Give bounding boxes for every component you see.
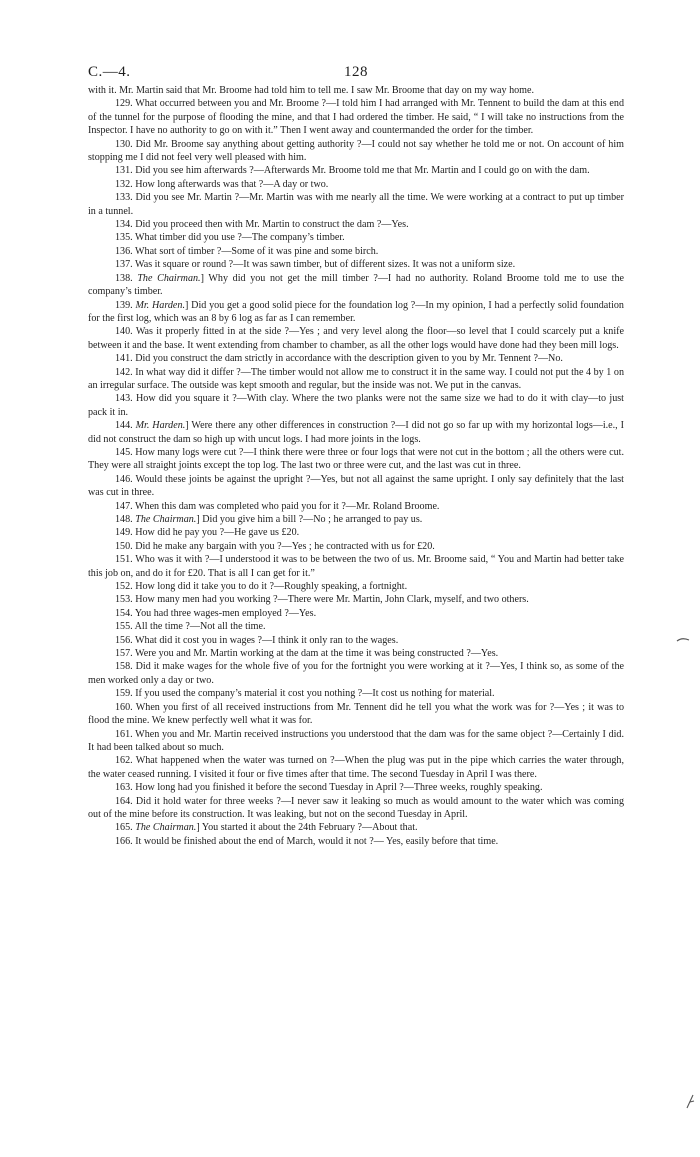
paragraph-q129: 129. What occurred between you and Mr. Broome ?—I told him I had arranged with Mr. Tennent to build the dam at this end of the tunnel for the purpose of flooding the mine, and that I had ordered the timber. He said, “ I will take no instructions from the Inspector. I have no authority to go on with it.” Then I went away and countermanded the order for the timber. <box>88 98 624 137</box>
paragraph-q140: 140. Was it properly fitted in at the side ?—Yes ; and very level along the floor—so level that I could scarcely put a knife between it and the base. It went extending from chamber to chamber, as all the other logs would have done had they been mill logs. <box>88 326 624 351</box>
paragraph-q134: 134. Did you proceed then with Mr. Martin to construct the dam ?—Yes. <box>115 219 409 231</box>
paragraph-q132: 132. How long afterwards was that ?—A day or two. <box>115 178 329 190</box>
speaker-label: The Chairman. <box>135 822 197 834</box>
paragraph-q144: 144. Mr. Harden.] Were there any other differences in construction ?—I did not go so far up with my horizontal logs—i.e., I did not construct the dam so high up with uncut logs. I had more joints in the logs. <box>88 420 624 445</box>
paragraph-q142: 142. In what way did it differ ?—The timber would not allow me to construct it in the same way. I could not put the 4 by 1 on an irregular surface. The outside was kept smooth and regular, but the inside was not. We put in the canvas. <box>88 366 624 391</box>
speaker-label: Mr. Harden. <box>135 420 186 432</box>
paragraph-q147: 147. When this dam was completed who paid you for it ?—Mr. Roland Broome. <box>115 500 440 512</box>
speaker-label: The Chairman. <box>137 272 201 284</box>
paragraph-q166: 166. It would be finished about the end of March, would it not ?— Yes, easily before that time. <box>115 835 499 847</box>
paragraph-q136: 136. What sort of timber ?—Some of it was pine and some birch. <box>115 245 379 257</box>
paragraph-q157: 157. Were you and Mr. Martin working at the dam at the time it was being constructed ?—Yes. <box>115 648 499 660</box>
paragraph-q149: 149. How did he pay you ?—He gave us £20. <box>115 527 300 539</box>
paragraph-q146: 146. Would these joints be against the upright ?—Yes, but not all against the same upright. I only say definitely that the last was cut in three. <box>88 473 624 499</box>
paragraph-q163: 163. How long had you finished it before the second Tuesday in April ?—Three weeks, roughly speaking. <box>115 782 543 794</box>
margin-corner-mark <box>684 1092 696 1110</box>
document-reference: C.—4. <box>88 64 131 80</box>
paragraph-q148: 148. The Chairman.] Did you give him a bill ?—No ; he arranged to pay us. <box>115 514 423 525</box>
page-header <box>88 64 624 84</box>
paragraph-q161: 161. When you and Mr. Martin received instructions you understood that the dam was for the same object ?—Certainly I did. It had been talked about so much. <box>88 728 624 753</box>
paragraph-q155: 155. All the time ?—Not all the time. <box>115 621 266 633</box>
speaker-label: The Chairman. <box>135 514 197 525</box>
paragraph-q135: 135. What timber did you use ?—The company’s timber. <box>115 232 345 244</box>
paragraph-q159: 159. If you used the company’s material it cost you nothing ?—It cost us nothing for material. <box>115 688 495 700</box>
paragraph-q158: 158. Did it make wages for the whole five of you for the fortnight you were working at it ?—Yes, I think so, as some of the men worked only a day or two. <box>88 661 624 686</box>
paragraph-q130: 130. Did Mr. Broome say anything about getting authority ?—I could not say whether he told me or not. On account of him stopping me I did not feel very well pleased with him. <box>88 138 624 164</box>
paragraph-q154: 154. You had three wages-men employed ?—Yes. <box>115 607 317 619</box>
paragraph-q150: 150. Did he make any bargain with you ?—Yes ; he contracted with us for £20. <box>115 540 435 552</box>
paragraph-q162: 162. What happened when the water was turned on ?—When the plug was put in the pipe which carries the water through, the water ceased running. I visited it four or five times after that time. The second Tuesday in April I was there. <box>88 755 624 780</box>
paragraph-q143: 143. How did you square it ?—With clay. Where the two planks were not the same size we had to do it with clay—to just pack it in. <box>88 393 624 418</box>
paragraph-q164: 164. Did it hold water for three weeks ?—I never saw it leaking so much as would amount to the water which was coming out of the mine before its construction. It was leaking, but not on the second Tuesday in April. <box>88 795 624 820</box>
paragraph-q160: 160. When you first of all received instructions from Mr. Tennent did he tell you what the work was for ?—Yes ; it was to flood the mine. We knew perfectly well what it was for. <box>88 701 624 727</box>
paragraph-q156: 156. What did it cost you in wages ?—I think it only ran to the wages. <box>115 634 399 646</box>
paragraph-continuation: with it. Mr. Martin said that Mr. Broome had told him to tell me. I saw Mr. Broome that day on my way home. <box>88 85 535 96</box>
paragraph-q131: 131. Did you see him afterwards ?—Afterwards Mr. Broome told me that Mr. Martin and I could go on with the dam. <box>115 165 590 177</box>
paragraph-q165: 165. The Chairman.] You started it about the 24th February ?—About that. <box>115 822 418 834</box>
page-number: 128 <box>344 64 368 80</box>
paragraph-q145: 145. How many logs were cut ?—I think there were three or four logs that were not cut in the bottom ; all the others were cut. They were all straight joints except the top log. The last two or three were cut, and the last was cut in three. <box>88 446 624 472</box>
paragraph-q141: 141. Did you construct the dam strictly in accordance with the description given to you by Mr. Tennent ?—No. <box>115 353 563 365</box>
paragraph-q133: 133. Did you see Mr. Martin ?—Mr. Martin was with me nearly all the time. We were working at a contract to put up timber in a tunnel. <box>88 192 624 217</box>
paragraph-q137: 137. Was it square or round ?—It was sawn timber, but of different sizes. It was not a uniform size. <box>115 259 516 271</box>
paragraph-q153: 153. How many men had you working ?—There were Mr. Martin, John Clark, myself, and two others. <box>115 594 529 606</box>
paragraph-q152: 152. How long did it take you to do it ?—Roughly speaking, a fortnight. <box>115 581 408 593</box>
speaker-label: Mr. Harden. <box>135 299 185 311</box>
paragraph-q138: 138. The Chairman.] Why did you not get the mill timber ?—I had no authority. Roland Broome told me to use the company’s timber. <box>88 272 624 298</box>
paragraph-q139: 139. Mr. Harden.] Did you get a good solid piece for the foundation log ?—In my opinion, I had a perfectly solid foundation for the first log, which was an 8 by 6 log as far as I can remember. <box>88 299 624 324</box>
margin-dash-mark <box>676 634 690 646</box>
testimony-body <box>88 84 624 848</box>
paragraph-q151: 151. Who was it with ?—I understood it was to be between the two of us. Mr. Broome said, “ You and Martin had better take this job on, and do it for £20. That is all I can get for it.” <box>88 554 624 579</box>
